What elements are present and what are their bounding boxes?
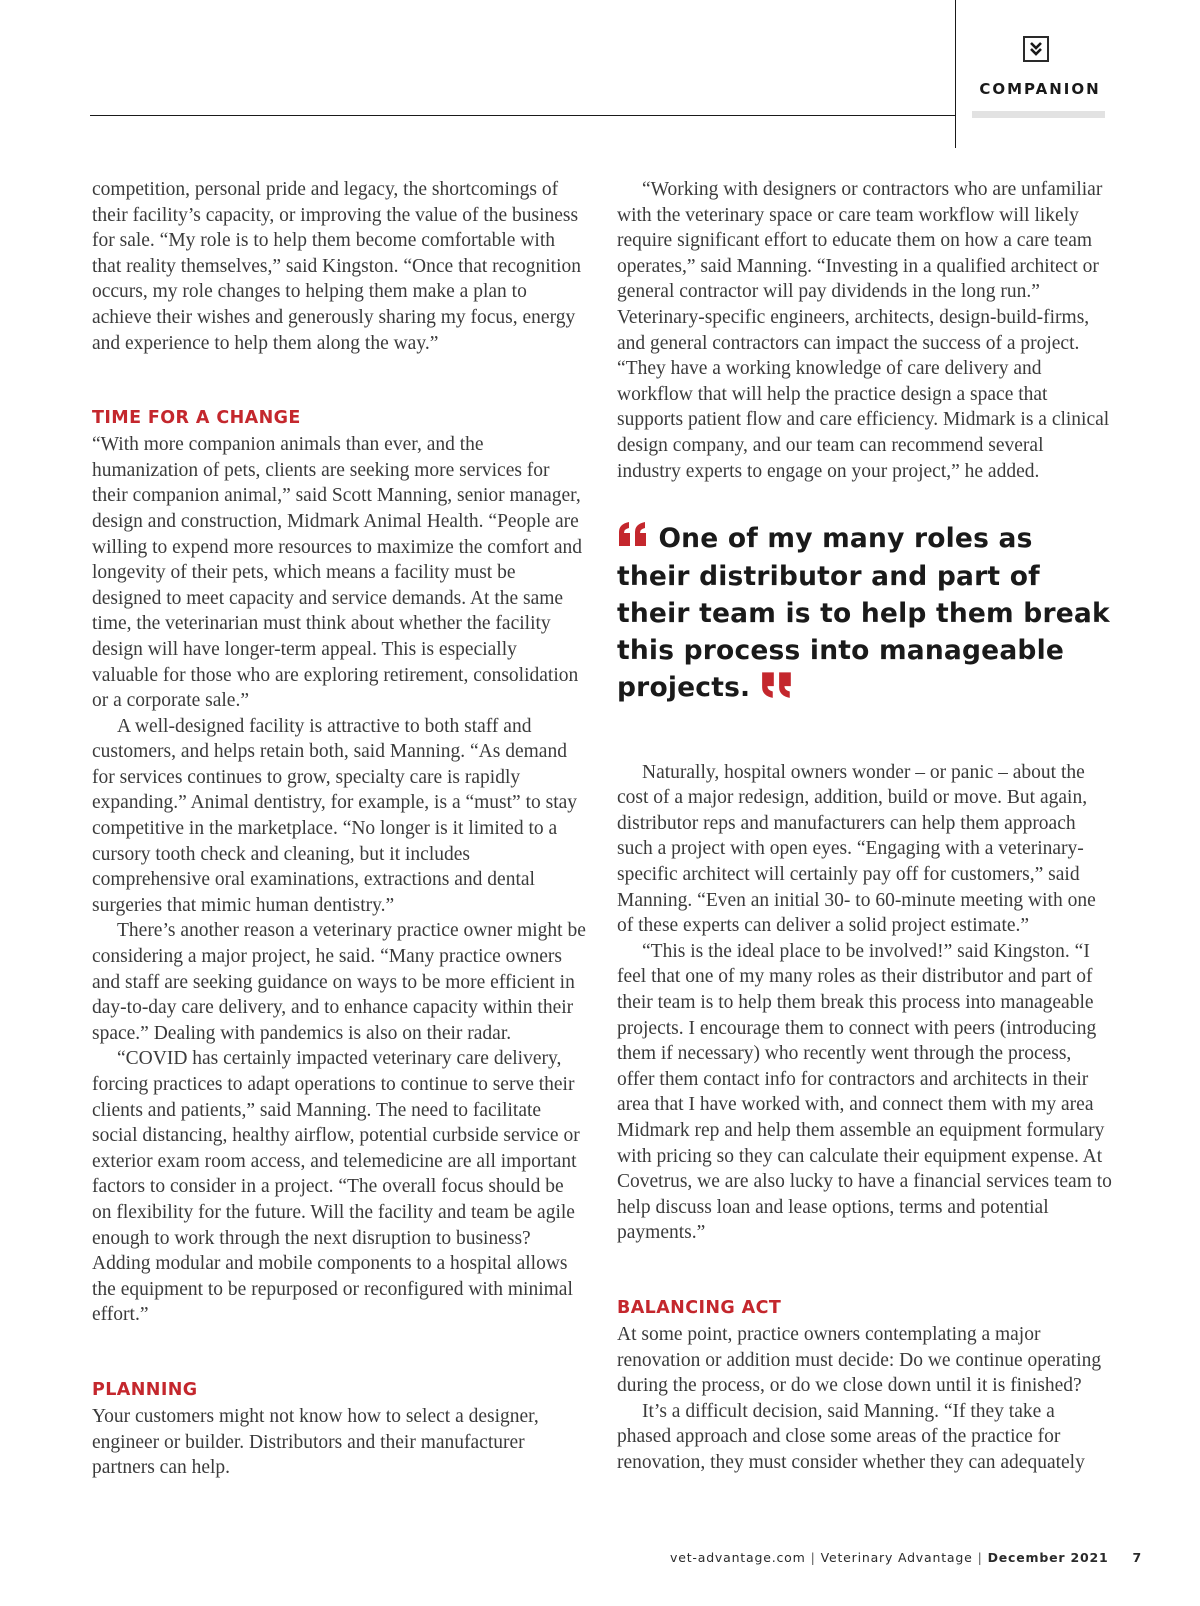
paragraph: Naturally, hospital owners wonder – or panic – about the cost of a major redesign, addition, build or move. But again, distributor reps and manufacturers can help them approach such a project with open eyes. “Engaging with a veterinary-specific architect will certainly pay off for customers,” said Manning. “Even an initial 30- to 60-minute meeting with one of these experts can deliver a solid project estimate.” xyxy=(617,761,1096,937)
footer-publication: Veterinary Advantage xyxy=(820,1550,973,1565)
paragraph: There’s another reason a veterinary practice owner might be considering a major project, he said. “Many practice owners and staff are seeking guidance on ways to be more efficient in day-to-day care delivery, and to enhance capacity within their space.” Dealing with pandemics is also on their radar. xyxy=(92,920,586,1044)
paragraph: “With more companion animals than ever, and the humanization of pets, clients are seeking more services for their companion animal,” said Scott Manning, senior manager, design and construction, Midmark Animal Health. “People are willing to expend more resources to maximize the comfort and longevity of their pets, which means a facility must be designed to meet capacity and service demands. At the same time, the veterinarian must think about whether the facility design will have longer-term appeal. This is especially valuable for those who are exploring retirement, consolidation or a corporate sale.” xyxy=(92,434,583,712)
section-underline-bar xyxy=(972,111,1105,118)
paragraph: At some point, practice owners contemplating a major renovation or addition must decide: Do we continue operating during the process, or do we close down until it is finished? xyxy=(617,1323,1102,1397)
double-chevron-down-icon xyxy=(1023,36,1049,62)
open-quote-icon xyxy=(617,521,649,558)
spacer xyxy=(617,1246,1112,1297)
pull-quote-text: One of my many roles as their distributor and part of their team is to help them break this process into manageable projects. xyxy=(617,523,1110,704)
page-footer xyxy=(670,1550,1142,1565)
close-quote-icon xyxy=(760,670,794,708)
paragraph: competition, personal pride and legacy, the shortcomings of their facility’s capacity, or improving the value of the business for sale. “My role is to help them become comfortable with that reality themselves,” said Kingston. “Once that recognition occurs, my role changes to helping them make a plan to achieve their wishes and generously sharing my focus, energy and experience to help them along the way.” xyxy=(92,179,581,354)
spacer xyxy=(92,356,587,407)
footer-separator: | xyxy=(810,1550,816,1565)
footer-site-link[interactable]: vet-advantage.com xyxy=(670,1550,806,1565)
paragraph: A well-designed facility is attractive to both staff and customers, and helps retain both, said Manning. “As demand for services continues to grow, specialty care is rapidly expanding.” Animal dentistry, for example, is a “must” to stay competitive in the marketplace. “No longer is it limited to a cursory tooth check and cleaning, but it includes comprehensive oral examinations, extractions and dental surgeries that mimic human dentistry.” xyxy=(92,715,578,916)
footer-date: December 2021 xyxy=(987,1550,1109,1565)
page-number: 7 xyxy=(1132,1550,1142,1565)
right-column xyxy=(617,177,1112,1475)
header-rule xyxy=(90,115,955,116)
header-vertical-rule xyxy=(955,0,956,148)
paragraph: “Working with designers or contractors who are unfamiliar with the veterinary space or care team workflow will likely require significant effort to educate them on how a care team operates,” said Manning. “Investing in a qualified architect or general contractor will pay dividends in the long run.” Veterinary-specific engineers, architects, design-build-firms, and general contractors can impact the success of a project. “They have a working knowledge of care delivery and workflow that will help the practice design a space that supports patient flow and care efficiency. Midmark is a clinical design company, and our team can recommend several industry experts to engage on your project,” he added. xyxy=(617,179,1110,482)
paragraph: Your customers might not know how to select a designer, engineer or builder. Distributors and their manufacturer partners can help. xyxy=(92,1405,539,1479)
pull-quote xyxy=(617,520,1112,708)
heading-time-for-a-change: TIME FOR A CHANGE xyxy=(92,408,301,429)
footer-separator: | xyxy=(977,1550,983,1565)
section-label: COMPANION xyxy=(979,80,1101,98)
spacer xyxy=(92,1328,587,1379)
heading-balancing-act: BALANCING ACT xyxy=(617,1297,782,1318)
paragraph: “COVID has certainly impacted veterinary care delivery, forcing practices to adapt operations to continue to serve their clients and patients,” said Manning. The need to facilitate social distancing, healthy airflow, potential curbside service or exterior exam room access, and telemedicine are all important factors to consider in a project. “The overall focus should be on flexibility for the future. Will the facility and team be agile enough to work through the next disruption to business? Adding modular and mobile components to a hospital allows the equipment to be repurposed or reconfigured with minimal effort.” xyxy=(92,1048,580,1326)
paragraph: It’s a difficult decision, said Manning. “If they take a phased approach and close some areas of the practice for renovation, they must consider whether they can adequately xyxy=(617,1400,1085,1473)
heading-planning: PLANNING xyxy=(92,1379,198,1400)
left-column xyxy=(92,177,587,1481)
paragraph: “This is the ideal place to be involved!” said Kingston. “I feel that one of my many roles as their distributor and part of their team is to help them break this process into manageable projects. I encourage them to connect with peers (introducing them if necessary) who recently went through the process, offer them contact info for contractors and architects in their area that I have worked with, and connect them with my area Midmark rep and help them assemble an equipment formulary with pricing so they can calculate their equipment expense. At Covetrus, we are also lucky to have a financial services team to help discuss loan and lease options, terms and potential payments.” xyxy=(617,940,1112,1244)
